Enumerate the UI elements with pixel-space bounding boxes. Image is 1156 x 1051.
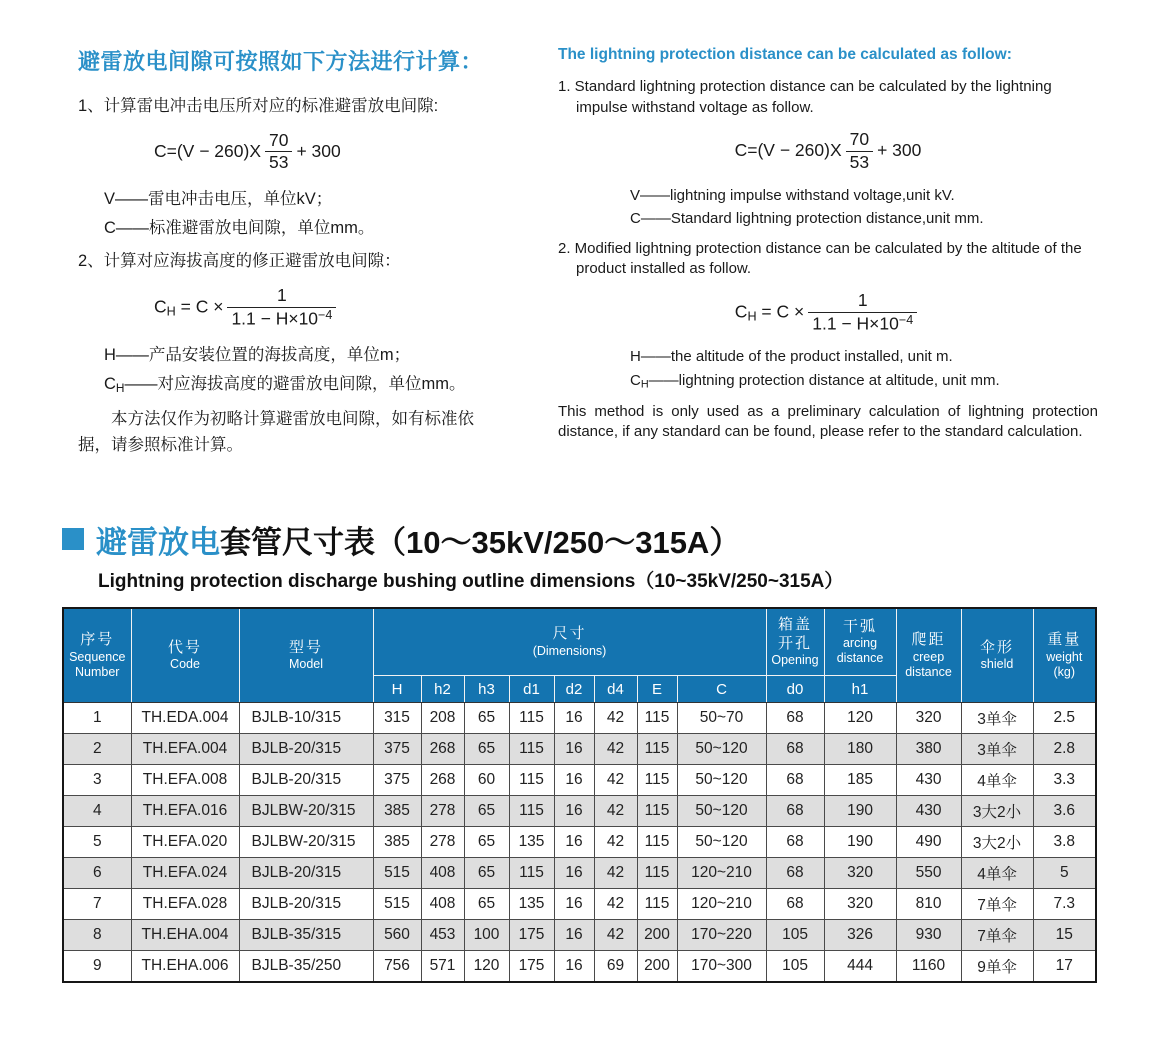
table-cell: 278 — [421, 827, 464, 858]
fraction — [846, 129, 873, 174]
header-label-zh: 重量 — [1047, 631, 1082, 649]
table-cell: 278 — [421, 796, 464, 827]
table-cell: 42 — [594, 796, 637, 827]
header-label-en: Code — [170, 657, 200, 672]
table-cell: 190 — [824, 827, 896, 858]
table-cell: 68 — [766, 796, 824, 827]
table-subheader-cell: d2 — [554, 676, 594, 703]
table-cell: 7单伞 — [961, 889, 1033, 920]
table-cell: 68 — [766, 703, 824, 734]
table-cell: 16 — [554, 734, 594, 765]
table-cell: 115 — [637, 703, 677, 734]
table-cell: 105 — [766, 920, 824, 951]
table-cell: 190 — [824, 796, 896, 827]
table-header-cell-model — [239, 608, 373, 703]
table-cell: TH.EFA.024 — [131, 858, 239, 889]
table-cell: 375 — [373, 734, 421, 765]
fraction-denominator-sup: −4 — [318, 307, 333, 322]
table-subheader-cell: d0 — [766, 676, 824, 703]
table-cell: 3大2小 — [961, 827, 1033, 858]
table-cell: 4 — [63, 796, 131, 827]
table-cell: 42 — [594, 827, 637, 858]
table-row — [63, 734, 1096, 765]
table-cell: BJLBW-20/315 — [239, 827, 373, 858]
table-cell: 930 — [896, 920, 961, 951]
table-cell: 515 — [373, 858, 421, 889]
table-cell: 375 — [373, 765, 421, 796]
table-cell: 185 — [824, 765, 896, 796]
table-row — [63, 858, 1096, 889]
table-cell: 208 — [421, 703, 464, 734]
definition-text: ——产品安装位置的海拔高度，单位m； — [115, 346, 411, 365]
table-cell: 16 — [554, 827, 594, 858]
table-cell: 65 — [464, 703, 509, 734]
definition-line — [630, 186, 1098, 208]
definition-symbol: C — [630, 210, 641, 228]
table-cell: 68 — [766, 827, 824, 858]
fraction-numerator: 1 — [277, 284, 287, 305]
table-cell: 560 — [373, 920, 421, 951]
formula-base-sub: H — [747, 309, 757, 324]
table-cell: 42 — [594, 889, 637, 920]
table-cell: 68 — [766, 889, 824, 920]
table-cell: 268 — [421, 765, 464, 796]
fraction — [265, 130, 292, 175]
section-heading — [62, 517, 1156, 593]
table-subheader-cell: E — [637, 676, 677, 703]
table-cell: 490 — [896, 827, 961, 858]
table-cell: 115 — [637, 889, 677, 920]
table-cell: 3.8 — [1033, 827, 1096, 858]
table-cell: 200 — [637, 920, 677, 951]
table-cell: 320 — [896, 703, 961, 734]
table-cell: 320 — [824, 889, 896, 920]
table-header-cell-sequence — [63, 608, 131, 703]
table-cell: 170~220 — [677, 920, 766, 951]
table-cell: TH.EFA.008 — [131, 765, 239, 796]
table-cell: 16 — [554, 951, 594, 982]
table-cell: 5 — [63, 827, 131, 858]
table-cell: TH.EHA.004 — [131, 920, 239, 951]
table-cell: 68 — [766, 734, 824, 765]
table-cell: 50~70 — [677, 703, 766, 734]
table-cell: 42 — [594, 858, 637, 889]
formula-eq: = C × — [761, 301, 805, 322]
table-cell: 408 — [421, 889, 464, 920]
table-cell: 320 — [824, 858, 896, 889]
table-header-cell-code — [131, 608, 239, 703]
table-cell: 385 — [373, 796, 421, 827]
fraction-denominator-text: 1.1 − H×10 — [812, 313, 899, 334]
table-cell: 65 — [464, 734, 509, 765]
table-subheader-cell: C — [677, 676, 766, 703]
table-subheader-cell: d1 — [509, 676, 554, 703]
fraction-denominator — [227, 307, 336, 331]
table-cell: 444 — [824, 951, 896, 982]
table-cell: 16 — [554, 858, 594, 889]
table-header-cell-dimensions — [373, 608, 766, 676]
table-cell: BJLB-10/315 — [239, 703, 373, 734]
note-paragraph-zh: 本方法仅作为初略计算避雷放电间隙，如有标准依据，请参照标准计算。 — [78, 410, 474, 455]
table-cell: 16 — [554, 796, 594, 827]
table-cell: BJLB-20/315 — [239, 734, 373, 765]
intro-section — [0, 0, 1156, 459]
table-cell: 3单伞 — [961, 703, 1033, 734]
table-cell: TH.EDA.004 — [131, 703, 239, 734]
definition-text: ——Standard lightning protection distance,unit mm. — [640, 210, 984, 228]
fraction-numerator: 70 — [849, 128, 870, 149]
table-cell: 175 — [509, 920, 554, 951]
definition-line — [104, 215, 540, 242]
table-row — [63, 827, 1096, 858]
table-cell: 756 — [373, 951, 421, 982]
table-cell: 3 — [63, 765, 131, 796]
table-cell: 385 — [373, 827, 421, 858]
table-cell: 65 — [464, 827, 509, 858]
table-cell: TH.EHA.006 — [131, 951, 239, 982]
table-cell: BJLB-20/315 — [239, 765, 373, 796]
table-cell: 120~210 — [677, 858, 766, 889]
table-cell: 515 — [373, 889, 421, 920]
table-cell: 453 — [421, 920, 464, 951]
header-label-en: Number — [75, 664, 120, 679]
table-cell: 430 — [896, 765, 961, 796]
table-row — [63, 703, 1096, 734]
fraction-denominator — [808, 312, 917, 336]
table-cell: 115 — [509, 734, 554, 765]
table-cell: 120~210 — [677, 889, 766, 920]
table-row — [63, 951, 1096, 982]
table-cell: 2 — [63, 734, 131, 765]
table-cell: 5 — [1033, 858, 1096, 889]
table-cell: 69 — [594, 951, 637, 982]
table-cell: 100 — [464, 920, 509, 951]
table-subheader-cell: h2 — [421, 676, 464, 703]
table-header-cell-weight — [1033, 608, 1096, 703]
table-cell: 120 — [824, 703, 896, 734]
table-cell: 4单伞 — [961, 858, 1033, 889]
table-cell: 42 — [594, 734, 637, 765]
formula-altitude-en — [558, 290, 1098, 335]
table-cell: TH.EFA.016 — [131, 796, 239, 827]
table-cell: 550 — [896, 858, 961, 889]
table-body — [63, 703, 1096, 982]
definition-symbol: H — [104, 346, 116, 365]
definition-text: ——lightning impulse withstand voltage,unit kV. — [640, 186, 955, 204]
list-item-1-zh: 1、计算雷电冲击电压所对应的标准避雷放电间隙: — [78, 97, 439, 116]
table-cell: 7 — [63, 889, 131, 920]
fraction-denominator: 53 — [846, 151, 873, 174]
header-label-zh: 序号 — [80, 631, 115, 649]
table-cell: 3.6 — [1033, 796, 1096, 827]
dimensions-table — [62, 607, 1097, 983]
intro-left-column — [78, 44, 540, 459]
formula-altitude-zh — [154, 285, 540, 330]
table-cell: 135 — [509, 827, 554, 858]
table-cell: BJLB-20/315 — [239, 889, 373, 920]
table-cell: 1 — [63, 703, 131, 734]
definition-text: ——lightning protection distance at altitude, unit mm. — [648, 372, 1000, 390]
definition-symbol: C — [104, 219, 116, 238]
intro-right-column — [558, 44, 1098, 459]
table-cell: 200 — [637, 951, 677, 982]
table-subheader-cell: d4 — [594, 676, 637, 703]
list-item-2-en: 2. Modified lightning protection distance can be calculated by the altitude of the product installed as follow. — [558, 239, 1082, 278]
fraction-numerator: 1 — [857, 290, 868, 311]
header-label-en: weight — [1046, 649, 1083, 664]
table-header-cell-shield — [961, 608, 1033, 703]
table-cell: 42 — [594, 920, 637, 951]
table-cell: 2.8 — [1033, 734, 1096, 765]
header-label-en: distance — [905, 664, 952, 679]
table-cell: 2.5 — [1033, 703, 1096, 734]
section-title-zh-blue: 避雷放电 — [96, 524, 220, 560]
definition-text: ——对应海拔高度的避雷放电间隙，单位mm。 — [124, 375, 466, 394]
formula-pre: C=(V − 260)X — [734, 139, 842, 160]
table-cell: 120 — [464, 951, 509, 982]
definition-symbol: H — [630, 348, 641, 366]
table-cell: 115 — [509, 703, 554, 734]
section-bullet-square — [62, 528, 84, 550]
header-label-zh: 箱盖 — [778, 615, 813, 633]
table-row — [63, 796, 1096, 827]
definition-line — [104, 186, 540, 213]
table-header — [63, 608, 1096, 703]
fraction — [808, 290, 917, 335]
table-cell: 1160 — [896, 951, 961, 982]
table-header-cell-creep — [896, 608, 961, 703]
table-cell: 68 — [766, 858, 824, 889]
definition-line — [104, 371, 540, 398]
table-header-cell-arcing — [824, 608, 896, 676]
table-cell: 115 — [637, 765, 677, 796]
header-label-zh: 爬距 — [911, 631, 946, 649]
fraction — [227, 285, 336, 330]
table-cell: 115 — [637, 858, 677, 889]
intro-title-zh: 避雷放电间隙可按照如下方法进行计算： — [78, 49, 484, 74]
formula-post: + 300 — [877, 139, 922, 160]
definition-line — [630, 347, 1098, 369]
table-cell: 571 — [421, 951, 464, 982]
header-label-zh: 尺寸 — [552, 625, 587, 643]
list-item-1-en: 1. Standard lightning protection distance can be calculated by the lightning impulse withstand voltage as follow. — [558, 78, 1052, 117]
formula-base: C — [154, 295, 167, 316]
intro-title-en: The lightning protection distance can be calculated as follow: — [558, 46, 1012, 63]
table-subheader-cell: h3 — [464, 676, 509, 703]
definition-symbol: V — [630, 186, 641, 204]
table-cell: 115 — [509, 765, 554, 796]
header-label-en: arcing — [842, 636, 878, 651]
table-cell: 3单伞 — [961, 734, 1033, 765]
table-subheader-cell: h1 — [824, 676, 896, 703]
formula-standard-en — [558, 129, 1098, 174]
table-cell: 6 — [63, 858, 131, 889]
table-cell: TH.EFA.020 — [131, 827, 239, 858]
table-cell: 3大2小 — [961, 796, 1033, 827]
definition-line — [104, 342, 540, 369]
table-cell: 326 — [824, 920, 896, 951]
definition-symbol: V — [104, 190, 116, 209]
table-cell: 3.3 — [1033, 765, 1096, 796]
table-row — [63, 920, 1096, 951]
definition-text: ——标准避雷放电间隙，单位mm。 — [115, 219, 375, 238]
table-header-cell-opening — [766, 608, 824, 676]
table-cell: 315 — [373, 703, 421, 734]
table-cell: 16 — [554, 920, 594, 951]
table-cell: BJLBW-20/315 — [239, 796, 373, 827]
fraction-denominator-text: 1.1 − H×10 — [231, 308, 319, 329]
definition-symbol-sub: H — [115, 381, 125, 395]
header-label-en: shield — [980, 657, 1014, 672]
fraction-numerator: 70 — [269, 129, 289, 150]
table-cell: 42 — [594, 703, 637, 734]
table-cell: 115 — [637, 734, 677, 765]
table-cell: 9 — [63, 951, 131, 982]
header-label-en: Sequence — [69, 649, 126, 664]
table-cell: 268 — [421, 734, 464, 765]
list-item-2-zh: 2、计算对应海拔高度的修正避雷放电间隙： — [78, 252, 401, 271]
table-cell: 170~300 — [677, 951, 766, 982]
section-title-en: Lightning protection discharge bushing outline dimensions（10~35kV/250~315A） — [98, 570, 844, 592]
table-cell: 50~120 — [677, 827, 766, 858]
header-label-en: creep — [912, 649, 945, 664]
definition-symbol: C — [630, 372, 641, 390]
table-cell: 175 — [509, 951, 554, 982]
table-cell: 408 — [421, 858, 464, 889]
definition-line — [630, 371, 1098, 393]
header-label-en: (kg) — [1053, 664, 1076, 679]
table-cell: 65 — [464, 796, 509, 827]
table-cell: 65 — [464, 889, 509, 920]
header-label-zh: 开孔 — [778, 634, 813, 652]
formula-base: C — [734, 301, 748, 322]
table-cell: 9单伞 — [961, 951, 1033, 982]
table-row — [63, 889, 1096, 920]
table-cell: 810 — [896, 889, 961, 920]
table-cell: TH.EFA.028 — [131, 889, 239, 920]
table-cell: 50~120 — [677, 765, 766, 796]
header-label-zh: 型号 — [288, 638, 323, 656]
table-cell: 4单伞 — [961, 765, 1033, 796]
table-cell: 115 — [637, 796, 677, 827]
table-cell: 42 — [594, 765, 637, 796]
table-cell: 16 — [554, 765, 594, 796]
table-cell: 7.3 — [1033, 889, 1096, 920]
table-cell: BJLB-35/250 — [239, 951, 373, 982]
formula-base-sub: H — [166, 304, 176, 319]
formula-standard-zh — [154, 130, 540, 175]
table-cell: 135 — [509, 889, 554, 920]
table-cell: 50~120 — [677, 734, 766, 765]
fraction-denominator: 53 — [265, 151, 292, 174]
table-cell: 105 — [766, 951, 824, 982]
header-label-zh: 代号 — [167, 638, 202, 656]
header-label-zh: 伞形 — [980, 638, 1015, 656]
table-cell: 430 — [896, 796, 961, 827]
table-cell: 115 — [637, 827, 677, 858]
table-cell: BJLB-20/315 — [239, 858, 373, 889]
table-cell: 16 — [554, 889, 594, 920]
table-cell: 65 — [464, 858, 509, 889]
section-title-zh-black: 套管尺寸表（10～35kV/250～315A） — [220, 524, 741, 560]
definition-text: ——the altitude of the product installed, unit m. — [640, 348, 953, 366]
table-cell: TH.EFA.004 — [131, 734, 239, 765]
header-label-en: Model — [288, 657, 324, 672]
note-paragraph-en: This method is only used as a preliminary calculation of lightning protection distance, if any standard can be found, please refer to the standard calculation. — [558, 402, 1098, 441]
table-cell: 15 — [1033, 920, 1096, 951]
table-cell: 180 — [824, 734, 896, 765]
definition-symbol: C — [104, 375, 116, 394]
header-label-en: Opening — [771, 653, 819, 668]
definition-text: ——雷电冲击电压，单位kV； — [115, 190, 333, 209]
table-cell: 380 — [896, 734, 961, 765]
table-row — [63, 765, 1096, 796]
table-cell: 16 — [554, 703, 594, 734]
fraction-denominator-sup: −4 — [898, 312, 914, 327]
formula-post: + 300 — [296, 140, 341, 161]
table-cell: 50~120 — [677, 796, 766, 827]
header-label-zh: 干弧 — [843, 617, 878, 635]
section-heading-line — [62, 517, 1156, 562]
table-cell: 60 — [464, 765, 509, 796]
table-cell: 115 — [509, 858, 554, 889]
table-subheader-cell: H — [373, 676, 421, 703]
definition-symbol-sub: H — [640, 378, 649, 391]
table-cell: 68 — [766, 765, 824, 796]
formula-pre: C=(V − 260)X — [154, 140, 261, 161]
table-cell: 7单伞 — [961, 920, 1033, 951]
definition-line — [630, 209, 1098, 231]
table-cell: 115 — [509, 796, 554, 827]
dimensions-table-wrapper — [62, 607, 1156, 983]
table-cell: 8 — [63, 920, 131, 951]
table-cell: BJLB-35/315 — [239, 920, 373, 951]
header-label-en: distance — [836, 651, 884, 666]
header-label-en: (Dimensions) — [532, 643, 607, 658]
formula-eq: = C × — [180, 295, 224, 316]
table-cell: 17 — [1033, 951, 1096, 982]
